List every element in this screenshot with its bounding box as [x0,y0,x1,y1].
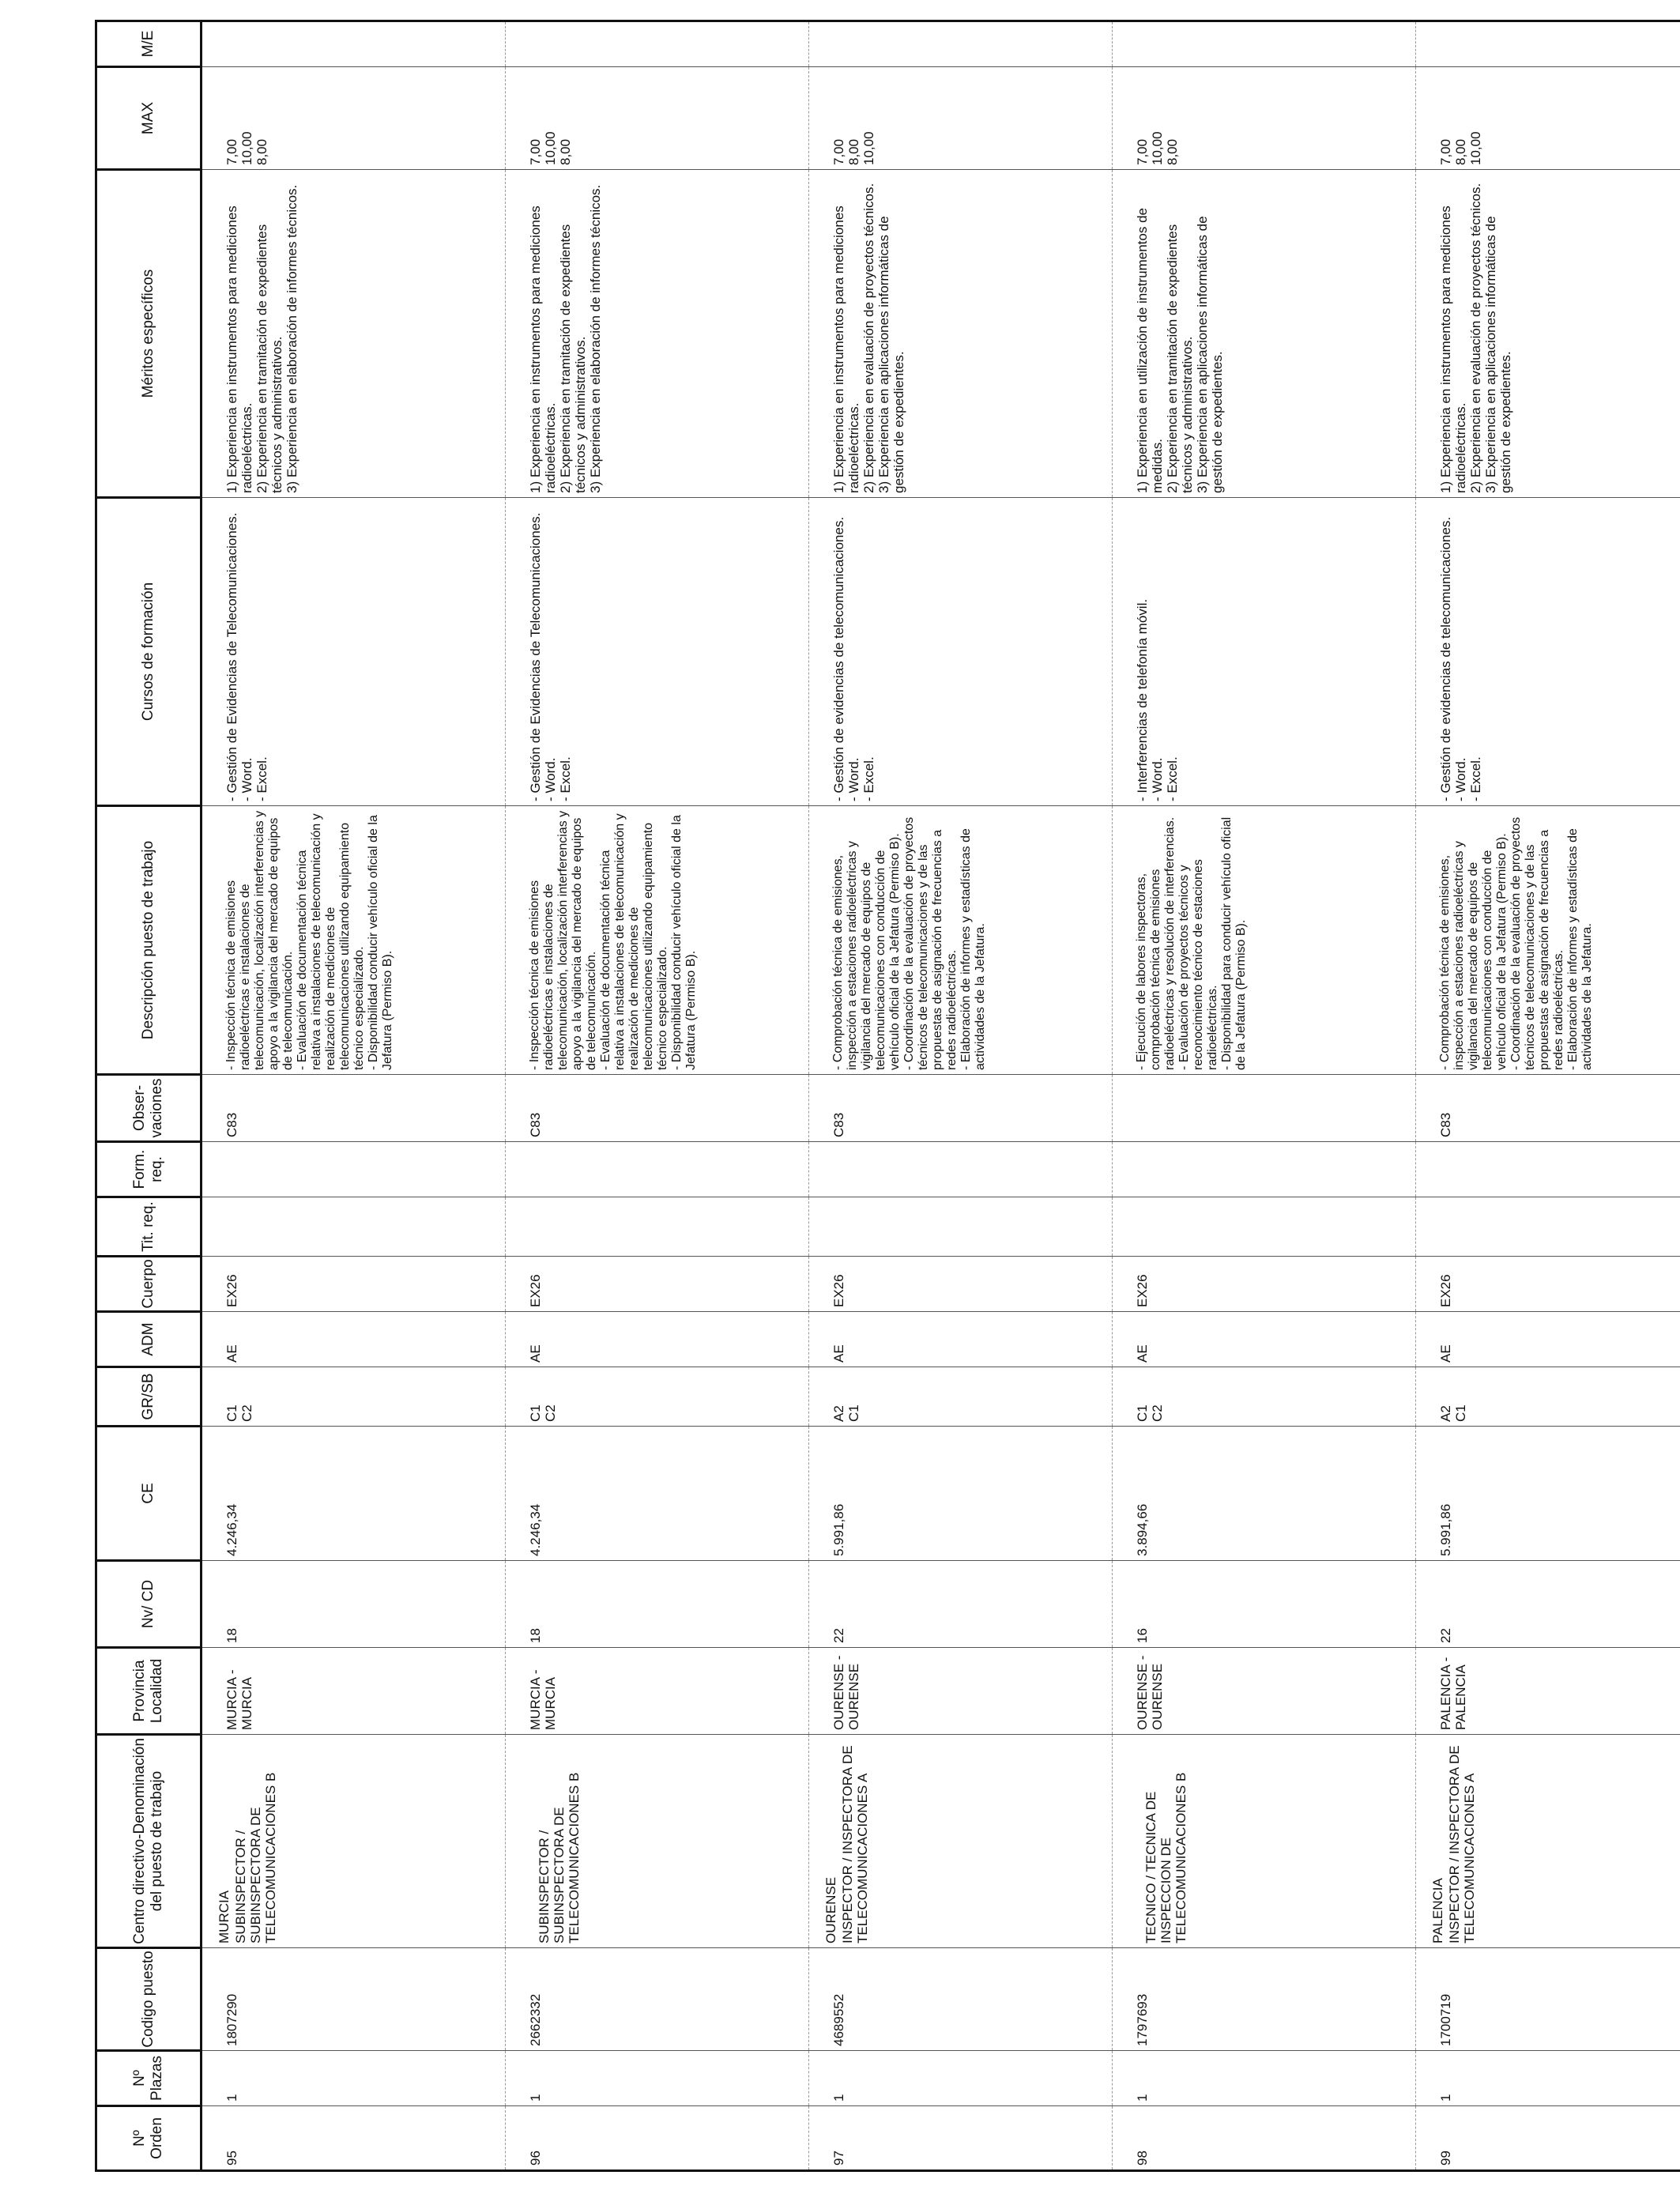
header-plazas: Nº Plazas [96,2051,202,2106]
orden-value: 95 [224,2151,239,2166]
max-value: 7,00 10,00 8,00 [528,131,573,165]
cell-nvcd [1416,1561,1680,1648]
header-me: M/E [96,21,202,67]
table-row [1416,21,1680,2171]
orden-value: 97 [831,2151,846,2166]
cell-cursos [1416,498,1680,806]
cell-plazas [1416,2051,1680,2106]
puesto-value: SUBINSPECTOR / SUBINSPECTORA DE TELECOMUNICACIONES B [537,1772,582,1943]
cell-meritos [1416,170,1680,498]
header-grsb: GR/SB [96,1367,202,1427]
codigo-value: 4689552 [831,1993,846,2046]
cell-descripcion [1416,806,1680,1075]
cell-adm [1113,1312,1416,1367]
table-row [809,21,1113,2171]
cell-meritos [202,170,506,498]
puesto-value: SUBINSPECTOR / SUBINSPECTORA DE TELECOMUNICACIONES B [233,1772,278,1943]
cell-max [1416,67,1680,170]
provincia-value: MURCIA - MURCIA [224,1669,254,1730]
nvcd-value: 18 [528,1628,543,1643]
grsb-value: A2 C1 [1438,1404,1468,1422]
provincia-value: PALENCIA - PALENCIA [1438,1657,1468,1730]
cell-grsb [506,1367,809,1427]
meritos-value: 1) Experiencia en instrumentos para mediciones radioeléctricas. 2) Experiencia en tramitación de expedientes técnicos y administrativos. 3) Experiencia en elaboración de informes técnicos. [224,184,299,493]
provincia-value: OURENSE - OURENSE [1135,1655,1165,1730]
codigo-value: 1700719 [1438,1993,1453,2046]
plazas-value: 1 [224,2094,239,2102]
cell-meritos [1113,170,1416,498]
cell-meritos [809,170,1113,498]
cell-tit [202,1197,506,1257]
cell-max [506,67,809,170]
ce-value: 5.991,86 [831,1503,846,1556]
header-orden: Nº Orden [96,2106,202,2171]
cell-cursos [202,498,506,806]
cell-nvcd [809,1561,1113,1648]
cuerpo-value: EX26 [1438,1274,1453,1307]
cell-form [809,1142,1113,1197]
cell-observaciones [1113,1075,1416,1142]
cell-provincia [506,1648,809,1735]
cell-tit [506,1197,809,1257]
cell-descripcion [809,806,1113,1075]
cell-provincia [809,1648,1113,1735]
cell-descripcion [1113,806,1416,1075]
adm-value: AE [528,1344,543,1363]
cell-cuerpo [1113,1257,1416,1312]
cell-me [1416,21,1680,67]
cell-centro [1416,1735,1680,1948]
meritos-value: 1) Experiencia en utilización de instrumentos de medidas. 2) Experiencia en tramitación de expedientes técnicos y administrativos. 3) Experiencia en aplicaciones informáticas de gestión de expedientes. [1135,208,1225,493]
descripcion-value: - Inspección técnica de emisiones radioeléctricas e instalaciones de telecomunicación, localización interferencias y apoyo a la vigilancia del mercado de equipos de telecomunicación. - Evaluación de documentación técnica relativa a instalaciones de telecomunicación y realización de mediciones de telecomunicaciones utilizando equipamiento técnico especializado. - Disponibilidad conducir vehículo oficial de la Jefatura (Permiso B). [224,810,394,1070]
orden-value: 99 [1438,2151,1453,2166]
cursos-value: - Gestión de evidencias de telecomunicaciones. - Word. - Excel. [831,516,876,801]
cell-grsb [1416,1367,1680,1427]
adm-value: AE [1438,1344,1453,1363]
grsb-value: A2 C1 [831,1404,861,1422]
cell-descripcion [506,806,809,1075]
nvcd-value: 18 [224,1628,239,1643]
cell-tit [809,1197,1113,1257]
max-value: 7,00 8,00 10,00 [831,131,876,165]
observaciones-value: C83 [528,1112,543,1137]
cell-form [202,1142,506,1197]
cell-form [1113,1142,1416,1197]
cuerpo-value: EX26 [1135,1274,1150,1307]
descripcion-value: - Ejecución de labores inspectoras, comprobación técnica de emisiones radioeléctricas y resolución de interferencias. - Evaluación de proyectos técnicos y reconocimiento técnico de estaciones radioeléctricas. - Disponibilidad para conducir vehículo oficial de la Jefatura (Permiso B). [1135,816,1248,1070]
puesto-value: INSPECTOR / INSPECTORA DE TELECOMUNICACIONES A [840,1745,870,1943]
ce-value: 4.246,34 [224,1503,239,1556]
cell-observaciones [506,1075,809,1142]
max-value: 7,00 8,00 10,00 [1438,131,1483,165]
cursos-value: - Interferencias de telefonía móvil. - Word. - Excel. [1135,598,1180,801]
meritos-value: 1) Experiencia en instrumentos para mediciones radioeléctricas. 2) Experiencia en evaluación de proyectos técnicos. 3) Experiencia en aplicaciones informáticas de gestión de expedientes. [831,183,906,493]
cell-codigo [1113,1948,1416,2051]
cell-centro [506,1735,809,1948]
header-cursos: Cursos de formación [96,498,202,806]
cell-plazas [506,2051,809,2106]
cell-cursos [809,498,1113,806]
cell-observaciones [202,1075,506,1142]
cursos-value: - Gestión de Evidencias de Telecomunicaciones. - Word. - Excel. [528,512,573,801]
positions-table [95,20,1680,2172]
observaciones-value: C83 [224,1112,239,1137]
adm-value: AE [831,1344,846,1363]
codigo-value: 2662332 [528,1993,543,2046]
nvcd-value: 22 [1438,1628,1453,1643]
plazas-value: 1 [1438,2094,1453,2102]
centro-heading: PALENCIA [1430,1878,1445,1943]
cell-orden [809,2106,1113,2171]
cell-cuerpo [1416,1257,1680,1312]
cell-ce [809,1427,1113,1561]
table-row [1113,21,1416,2171]
cell-tit [1416,1197,1680,1257]
ce-value: 5.991,86 [1438,1503,1453,1556]
orden-value: 98 [1135,2151,1150,2166]
grsb-value: C1 C2 [1135,1404,1165,1422]
cell-adm [1416,1312,1680,1367]
cell-me [1113,21,1416,67]
header-codigo: Codigo puesto [96,1948,202,2051]
cell-nvcd [1113,1561,1416,1648]
cell-codigo [506,1948,809,2051]
plazas-value: 1 [1135,2094,1150,2102]
header-descripcion: Descripción puesto de trabajo [96,806,202,1075]
descripcion-value: - Comprobación técnica de emisiones, inspección a estaciones radioeléctricas y vigilancia del mercado de equipos de telecomunicaciones con conducción de vehículo oficial de la Jefatura (Permiso B). - Coordinación de la evaluación de proyectos técnicos de telecomunicaciones y de las propuestas de asignación de frecuencias a redes radioeléctricas. - Elaboración de informes y estadísticas de actividades de la Jefatura. [831,816,987,1070]
header-tit: Tit. req. [96,1197,202,1257]
meritos-value: 1) Experiencia en instrumentos para mediciones radioeléctricas. 2) Experiencia en tramitación de expedientes técnicos y administrativos. 3) Experiencia en elaboración de informes técnicos. [528,184,603,493]
cell-me [809,21,1113,67]
centro-heading [1126,1739,1143,1943]
cell-adm [202,1312,506,1367]
cell-nvcd [202,1561,506,1648]
cell-orden [1416,2106,1680,2171]
max-value: 7,00 10,00 8,00 [1135,131,1180,165]
provincia-value: OURENSE - OURENSE [831,1655,861,1730]
header-form: Form. req. [96,1142,202,1197]
cell-form [506,1142,809,1197]
cell-plazas [202,2051,506,2106]
cell-meritos [506,170,809,498]
cell-max [1113,67,1416,170]
cell-orden [1113,2106,1416,2171]
header-centro: Centro directivo-Denominación del puesto de trabajo [96,1735,202,1948]
plazas-value: 1 [831,2094,846,2102]
observaciones-value: C83 [1438,1112,1453,1137]
cell-max [809,67,1113,170]
cell-centro [202,1735,506,1948]
cell-me [202,21,506,67]
cell-orden [506,2106,809,2171]
cell-codigo [1416,1948,1680,2051]
cuerpo-value: EX26 [528,1274,543,1307]
puesto-value: INSPECTOR / INSPECTORA DE TELECOMUNICACIONES A [1447,1745,1477,1943]
ce-value: 3.894,66 [1135,1503,1150,1556]
header-ce: CE [96,1427,202,1561]
adm-value: AE [1135,1344,1150,1363]
header-adm: ADM [96,1312,202,1367]
cell-provincia [202,1648,506,1735]
cell-descripcion [202,806,506,1075]
cell-cuerpo [506,1257,809,1312]
header-meritos: Méritos específicos [96,170,202,498]
descripcion-value: - Inspección técnica de emisiones radioeléctricas e instalaciones de telecomunicación, localización interferencias y apoyo a la vigilancia del mercado de equipos de telecomunicación. - Evaluación de documentación técnica relativa a instalaciones de telecomunicación y realización de mediciones de telecomunicaciones utilizando equipamiento técnico especializado. - Disponibilidad conducir vehículo oficial de la Jefatura (Permiso B). [528,810,698,1070]
puesto-value: TECNICO / TECNICA DE INSPECCION DE TELECOMUNICACIONES B [1143,1772,1188,1943]
header-cuerpo: Cuerpo [96,1257,202,1312]
header-max: MAX [96,67,202,170]
cell-form [1416,1142,1680,1197]
cell-max [202,67,506,170]
cell-observaciones [1416,1075,1680,1142]
header-provincia: Provincia Localidad [96,1648,202,1735]
cuerpo-value: EX26 [831,1274,846,1307]
cell-centro [1113,1735,1416,1948]
nvcd-value: 16 [1135,1628,1150,1643]
plazas-value: 1 [528,2094,543,2102]
cell-provincia [1113,1648,1416,1735]
meritos-value: 1) Experiencia en instrumentos para mediciones radioeléctricas. 2) Experiencia en evaluación de proyectos técnicos. 3) Experiencia en aplicaciones informáticas de gestión de expedientes. [1438,183,1513,493]
cell-me [506,21,809,67]
descripcion-value: - Comprobación técnica de emisiones, inspección a estaciones radioeléctricas y vigilancia del mercado de equipos de telecomunicaciones con conducción de vehículo oficial de la Jefatura (Permiso B). - Coordinación de la evaluación de proyectos técnicos de telecomunicaciones y de las propuestas de asignación de frecuencias a redes radioeléctricas. - Elaboración de informes y estadísticas de actividades de la Jefatura. [1438,816,1594,1070]
cell-nvcd [506,1561,809,1648]
centro-heading [519,1739,537,1943]
cell-provincia [1416,1648,1680,1735]
table-row [506,21,809,2171]
cell-grsb [1113,1367,1416,1427]
cell-adm [506,1312,809,1367]
cell-ce [506,1427,809,1561]
cell-grsb [809,1367,1113,1427]
centro-heading: OURENSE [823,1876,838,1943]
ce-value: 4.246,34 [528,1503,543,1556]
codigo-value: 1807290 [224,1993,239,2046]
orden-value: 96 [528,2151,543,2166]
cell-ce [1416,1427,1680,1561]
cell-orden [202,2106,506,2171]
codigo-value: 1797693 [1135,1993,1150,2046]
cell-cuerpo [202,1257,506,1312]
cell-cursos [506,498,809,806]
cell-adm [809,1312,1113,1367]
cell-centro [809,1735,1113,1948]
cell-plazas [1113,2051,1416,2106]
cell-tit [1113,1197,1416,1257]
cell-ce [202,1427,506,1561]
centro-heading: MURCIA [217,1890,232,1943]
header-nvcd: Nv/ CD [96,1561,202,1648]
cell-grsb [202,1367,506,1427]
cell-observaciones [809,1075,1113,1142]
table-row [202,21,506,2171]
cursos-value: - Gestión de Evidencias de Telecomunicaciones. - Word. - Excel. [224,512,269,801]
nvcd-value: 22 [831,1628,846,1643]
grsb-value: C1 C2 [528,1404,558,1422]
cell-plazas [809,2051,1113,2106]
provincia-value: MURCIA - MURCIA [528,1669,558,1730]
header-row [96,21,202,2171]
grsb-value: C1 C2 [224,1404,254,1422]
observaciones-value: C83 [831,1112,846,1137]
max-value: 7,00 10,00 8,00 [224,131,269,165]
header-observaciones: Obser-vaciones [96,1075,202,1142]
adm-value: AE [224,1344,239,1363]
cursos-value: - Gestión de evidencias de telecomunicaciones. - Word. - Excel. [1438,516,1483,801]
cell-codigo [202,1948,506,2051]
cell-cursos [1113,498,1416,806]
cell-ce [1113,1427,1416,1561]
cuerpo-value: EX26 [224,1274,239,1307]
cell-cuerpo [809,1257,1113,1312]
cell-codigo [809,1948,1113,2051]
